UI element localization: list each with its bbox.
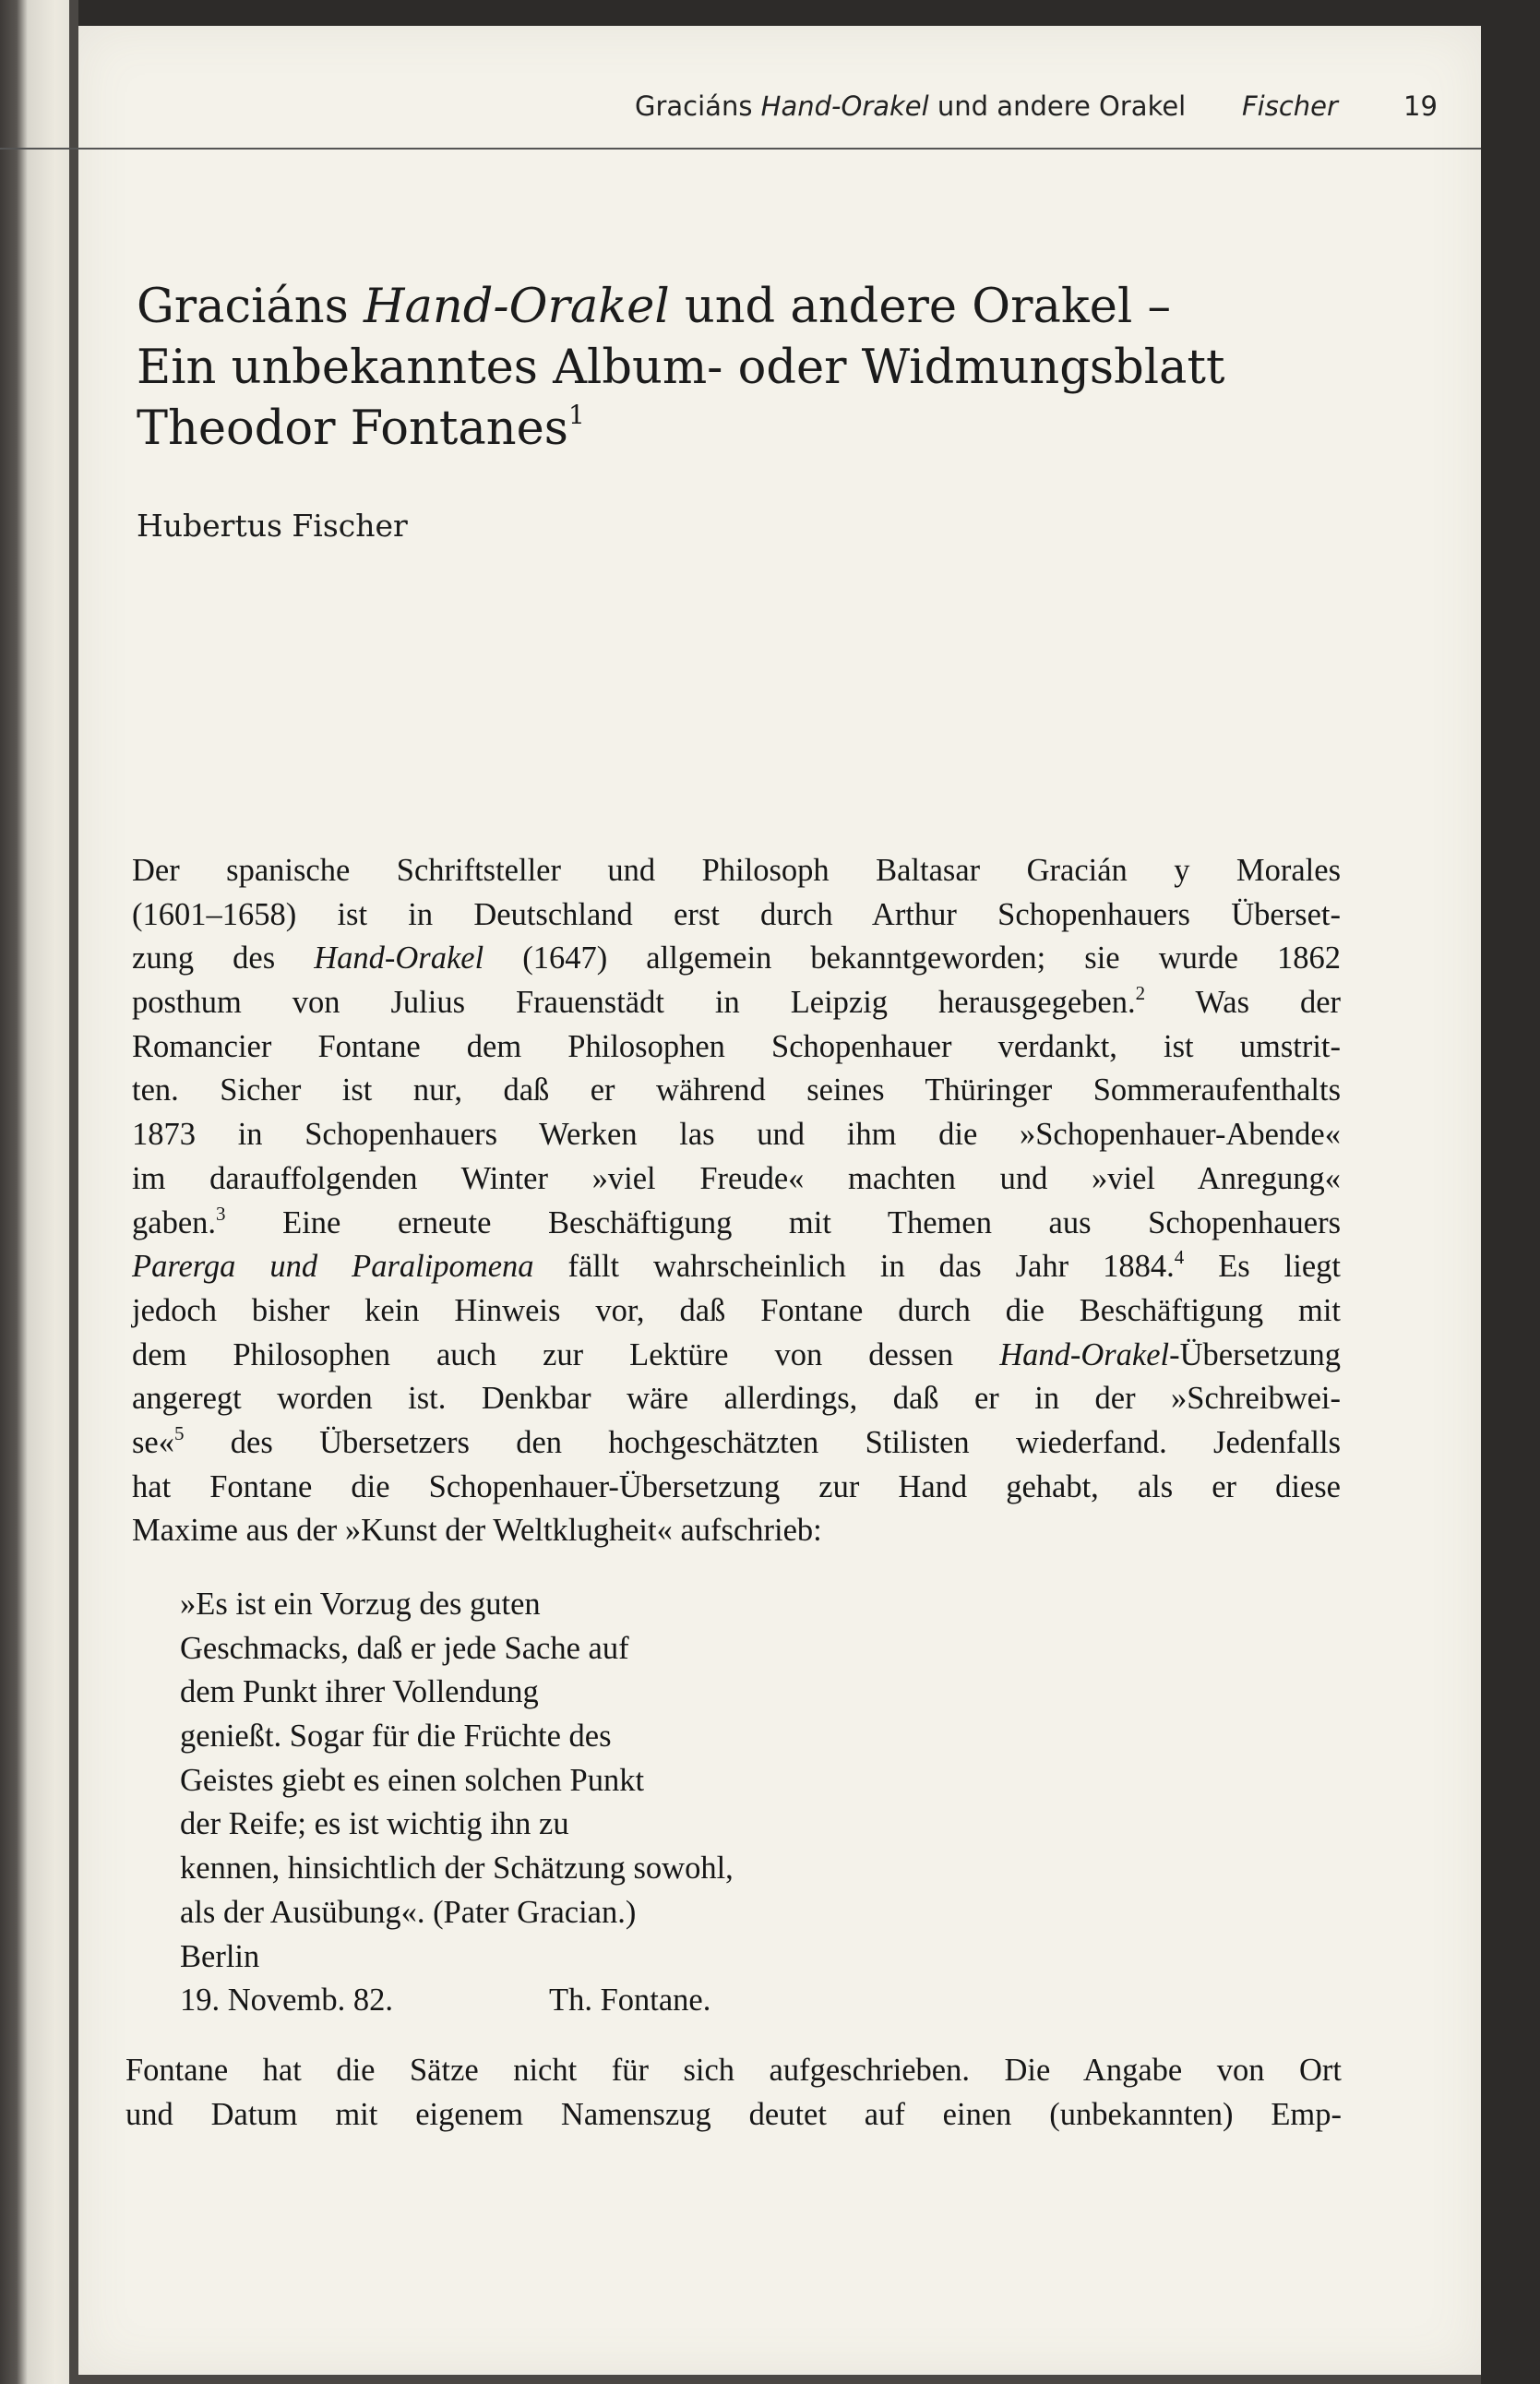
running-head-title: Graciáns Hand-Orakel und andere Orakel [635, 90, 1187, 122]
text-line: jedoch bisher kein Hinweis vor, daß Fontane durch die Beschäftigung mit [132, 1292, 1341, 1328]
body-paragraph [132, 849, 1341, 1553]
text-line: gaben.$^3$ Eine erneute Beschäftigung mit Themen aus Schopenhauers [132, 1202, 1341, 1240]
quote-line: dem Punkt ihrer Vollendung [180, 1674, 539, 1710]
previous-page-edge [0, 0, 69, 2384]
footnote-marker: 4 [1174, 1246, 1185, 1269]
footnote-marker: 5 [174, 1421, 185, 1444]
text-line: dem Philosophen auch zur Lektüre von dessen Hand-Orakel-Übersetzung [132, 1336, 1341, 1372]
quote-place: Berlin [180, 1938, 260, 1974]
text-line: se«$^5$ des Übersetzers den hochgeschätzten Stilisten wiederfand. Jedenfalls [132, 1421, 1341, 1460]
header-rule [0, 148, 1481, 150]
text-line: im darauffolgenden Winter »viel Freude« machten und »viel Anregung« [132, 1160, 1341, 1196]
closing-paragraph [125, 2049, 1342, 2137]
quote-signature: Th. Fontane. [549, 1983, 711, 2019]
quote-line: »Es ist ein Vorzug des guten [180, 1587, 541, 1622]
text-line: Der spanische Schriftsteller und Philosoph Baltasar Gracián y Morales [132, 853, 1341, 888]
scan-background-right [1481, 0, 1540, 2384]
title-line-1: Graciáns Hand-Orakel und andere Orakel – [137, 280, 1171, 334]
page-number: 19 [1403, 90, 1438, 122]
text-line: zung des Hand-Orakel (1647) allgemein bekanntgeworden; sie wurde 1862 [132, 940, 1341, 976]
quote-line: Geistes giebt es einen solchen Punkt [180, 1762, 645, 1798]
quote-line: genießt. Sogar für die Früchte des [180, 1719, 612, 1755]
text-line: 1873 in Schopenhauers Werken las und ihm die »Schopenhauer-Abende« [132, 1117, 1341, 1153]
quote-line: Geschmacks, daß er jede Sache auf [180, 1630, 629, 1666]
block-quote [180, 1583, 1010, 2023]
text-line: angeregt worden ist. Denkbar wäre allerdings, daß er in der »Schreibwei- [132, 1381, 1341, 1417]
running-head-author: Fischer [1242, 90, 1338, 122]
text-line: ten. Sicher ist nur, daß er während seines Thüringer Sommeraufenthalts [132, 1072, 1341, 1108]
text-line: und Datum mit eigenem Namenszug deutet auf einen (unbekannten) Emp- [125, 2096, 1342, 2132]
footnote-marker: 2 [1135, 982, 1146, 1005]
quote-date-line: 19. Novemb. 82. Th. Fontane. [180, 1979, 1010, 2023]
article-author: Hubertus Fischer [137, 508, 408, 544]
text-line: posthum von Julius Frauenstädt in Leipzig herausgegeben.$^2$ Was der [132, 982, 1342, 1021]
quote-line: der Reife; es ist wichtig ihn zu [180, 1806, 569, 1842]
scan-background-top [78, 0, 1540, 26]
title-line-3: Theodor Fontanes$^1$ [137, 400, 585, 456]
quote-line: kennen, hinsichtlich der Schätzung sowohl, [180, 1851, 734, 1887]
text-line: Maxime aus der »Kunst der Weltklugheit« aufschrieb: [132, 1513, 822, 1549]
running-head [635, 90, 1438, 122]
footnote-marker: 3 [216, 1202, 226, 1225]
article-title [137, 277, 1336, 460]
title-line-2: Ein unbekanntes Album- oder Widmungsblatt [137, 341, 1225, 395]
text-line: (1601–1658) ist in Deutschland erst durch Arthur Schopenhauers Überset- [132, 896, 1341, 932]
text-line: hat Fontane die Schopenhauer-Übersetzung zur Hand gehabt, als er diese [132, 1468, 1341, 1504]
text-line: Romancier Fontane dem Philosophen Schopenhauer verdankt, ist umstrit- [132, 1028, 1341, 1064]
text-line: Parerga und Paralipomena fällt wahrscheinlich in das Jahr 1884.$^4$ Es liegt [132, 1246, 1341, 1285]
footnote-marker: 1 [567, 400, 585, 430]
text-line: Fontane hat die Sätze nicht für sich aufgeschrieben. Die Angabe von Ort [125, 2053, 1342, 2088]
quote-line: als der Ausübung«. (Pater Gracian.) [180, 1894, 637, 1930]
